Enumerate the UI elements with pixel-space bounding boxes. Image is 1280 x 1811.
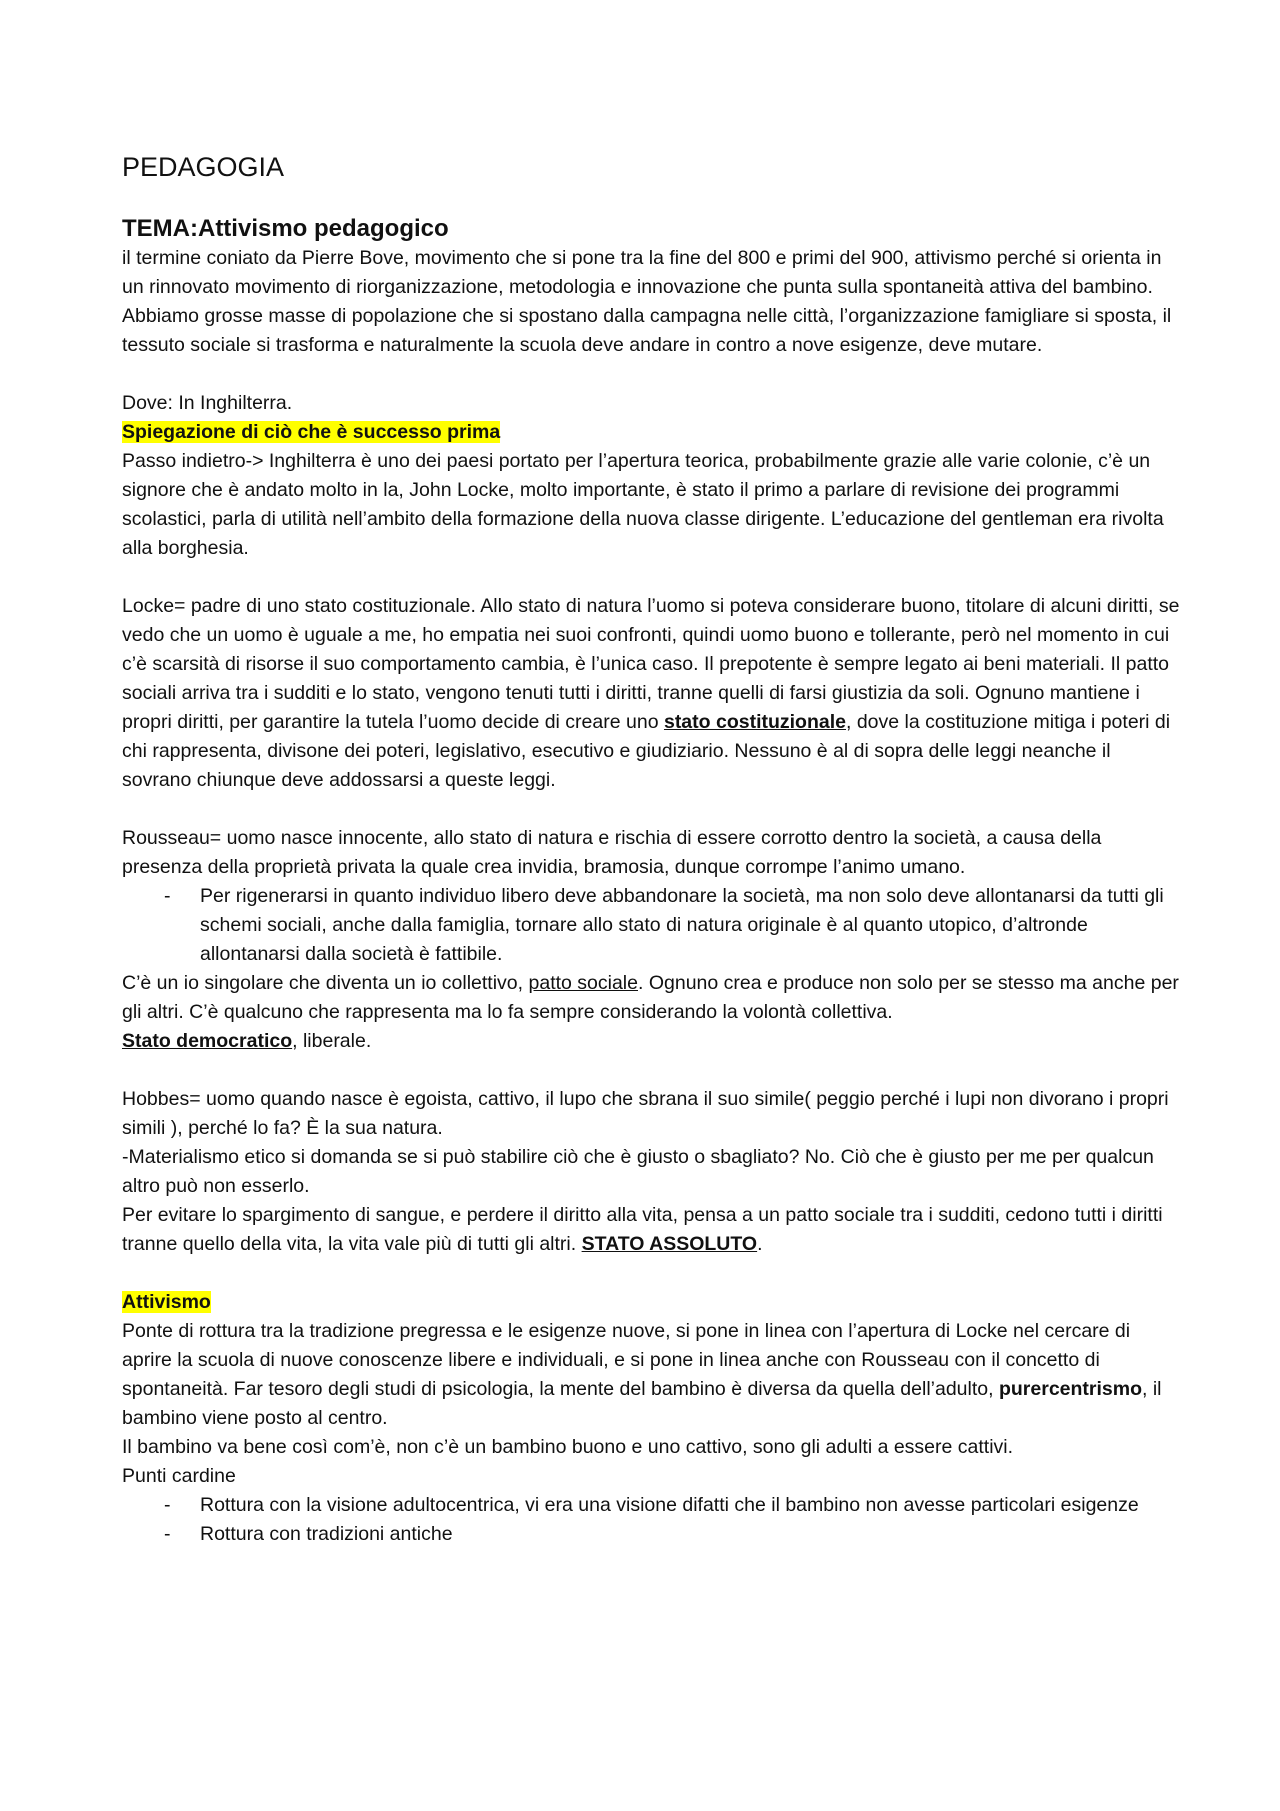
locke-emphasis: stato costituzionale [663, 711, 846, 733]
intro-paragraph-2: Abbiamo grosse masse di popolazione che si spostano dalla campagna nelle città, l’organizzazione famigliare si sposta, il tessuto sociale si trasforma e naturalmente la scuola deve andare in contro a nove esigenze, deve mutare. [122, 305, 1172, 356]
absolute-state-term: STATO ASSOLUTO [581, 1233, 758, 1255]
background-heading: Spiegazione di ciò che è successo prima [122, 421, 501, 443]
hobbes-paragraph-2: -Materialismo etico si domanda se si può stabilire ciò che è giusto o sbagliato? No. Ciò che è giusto per me per qualcun altro può non esserlo. [122, 1146, 1154, 1197]
spacer [122, 360, 1182, 389]
spacer [122, 1056, 1182, 1085]
rousseau-text-a: C’è un io singolare che diventa un io collettivo, [122, 972, 529, 994]
hobbes-text-b: . [757, 1233, 763, 1255]
hobbes-paragraph-3 [122, 1201, 1182, 1259]
points-list [122, 1491, 1182, 1549]
rousseau-state-tail: , liberale. [292, 1030, 372, 1052]
social-pact-term: patto sociale [528, 972, 638, 994]
attivismo-heading-line [122, 1288, 1182, 1317]
democratic-state-term: Stato democratico [122, 1030, 293, 1052]
document-page [122, 150, 1182, 1549]
locke-text-a: Locke= padre di uno stato costituzionale. Allo stato di natura l’uomo si poteva considerare buono, titolare di alcuni diritti, se vedo che un uomo è uguale a me, ho empatia nei suoi confronti, quindi uomo buono e tollerante, però nel momento in cui c’è scarsità di risorse il suo comportamento cambia, è l’unica caso. Il prepotente è sempre legato ai beni materiali. Il patto sociali arriva tra i sudditi e lo stato, vengono tenuti tutti i diritti, tranne quelli di farsi giustizia da soli. Ognuno mantiene i propri diritti, per garantire la tutela l’uomo decide di creare uno [122, 595, 1180, 733]
attivismo-paragraph-2: Il bambino va bene così com’è, non c’è un bambino buono e uno cattivo, sono gli adulti a essere cattivi. [122, 1436, 1014, 1458]
topic-heading: TEMA:Attivismo pedagogico [122, 215, 449, 242]
attivismo-text-a: Ponte di rottura tra la tradizione pregressa e le esigenze nuove, si pone in linea con l’apertura di Locke nel cercare di aprire la scuola di nuove conoscenze libere e individuali, e si pone in linea anche con Rousseau con il concetto di spontaneità. Far tesoro degli studi di psicologia, la mente del bambino è diversa da quella dell’adulto, [122, 1320, 1131, 1400]
spacer [122, 563, 1182, 592]
list-item: - Rottura con tradizioni antiche [122, 1520, 1182, 1549]
attivismo-paragraph [122, 1317, 1182, 1433]
rousseau-state-line [122, 1027, 1182, 1056]
background-paragraph: Passo indietro-> Inghilterra è uno dei paesi portato per l’apertura teorica, probabilmente grazie alle varie colonie, c’è un signore che è andato molto in la, John Locke, molto importante, è stato il primo a parlare di revisione dei programmi scolastici, parla di utilità nell’ambito della formazione della nuova classe dirigente. L’educazione del gentleman era rivolta alla borghesia. [122, 450, 1164, 559]
rousseau-list [122, 882, 1182, 969]
spacer [122, 1259, 1182, 1288]
hobbes-text-a: Per evitare lo spargimento di sangue, e perdere il diritto alla vita, pensa a un patto sociale tra i sudditi, cedono tutti i diritti tranne quello della vita, la vita vale più di tutti gli altri. [122, 1204, 1163, 1255]
rousseau-paragraph: Rousseau= uomo nasce innocente, allo stato di natura e rischia di essere corrotto dentro la società, a causa della presenza della proprietà privata la quale crea invidia, bramosia, dunque corrompe l’animo umano. [122, 827, 1102, 878]
list-item: - Per rigenerarsi in quanto individuo libero deve abbandonare la società, ma non solo deve allontanarsi da tutti gli schemi sociali, anche dalla famiglia, tornare allo stato di natura originale è al quanto utopico, d’altronde allontanarsi dalla società è fattibile. [122, 882, 1182, 969]
purercentrismo-term: purercentrismo [998, 1378, 1143, 1400]
where-line: Dove: In Inghilterra. [122, 392, 293, 414]
spacer [122, 795, 1182, 824]
list-item: - Rottura con la visione adultocentrica, vi era una visione difatti che il bambino non avesse particolari esigenze [122, 1491, 1182, 1520]
rousseau-paragraph-2 [122, 969, 1182, 1027]
locke-paragraph [122, 592, 1182, 795]
document-title: PEDAGOGIA [122, 152, 285, 182]
rousseau-text-b: . Ognuno crea e produce non solo per se stesso ma anche per gli altri. C’è qualcuno che rappresenta ma lo fa sempre considerando la volontà collettiva. [122, 972, 1179, 1023]
intro-paragraph: il termine coniato da Pierre Bove, movimento che si pone tra la fine del 800 e primi del 900, attivismo perché si orienta in un rinnovato movimento di riorganizzazione, metodologia e innovazione che punta sulla spontaneità attiva del bambino. [122, 247, 1162, 298]
attivismo-text-b: , il bambino viene posto al centro. [122, 1378, 1162, 1429]
locke-text-b: , dove la costituzione mitiga i poteri di chi rappresenta, divisone dei poteri, legislativo, esecutivo e giudiziario. Nessuno è al di sopra delle leggi neanche il sovrano chiunque deve addossarsi a queste leggi. [122, 711, 1171, 791]
hobbes-paragraph: Hobbes= uomo quando nasce è egoista, cattivo, il lupo che sbrana il suo simile( peggio perché i lupi non divorano i propri simili ), perché lo fa? È la sua natura. [122, 1088, 1169, 1139]
attivismo-heading: Attivismo [122, 1291, 211, 1313]
points-label: Punti cardine [122, 1465, 236, 1487]
background-heading-line [122, 418, 1182, 447]
